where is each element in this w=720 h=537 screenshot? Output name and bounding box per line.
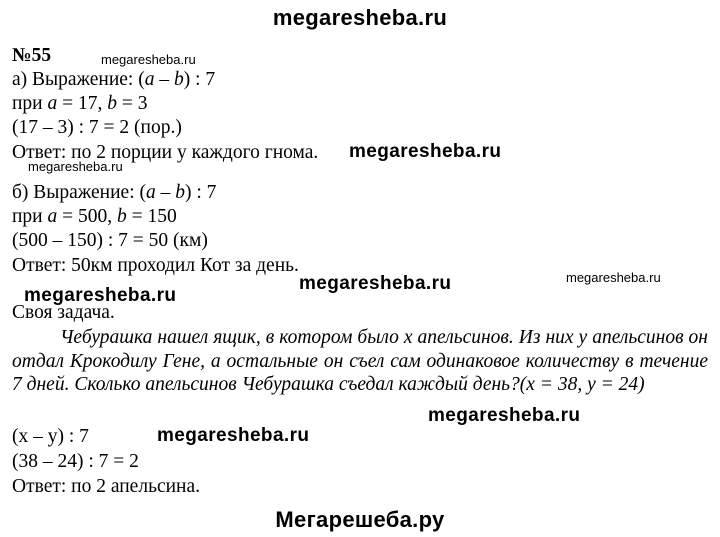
watermark: megaresheba.ru (349, 141, 502, 162)
var-a: a (146, 182, 156, 203)
part-b-answer: Ответ: 50км проходил Кот за день. (12, 255, 299, 276)
minus: – (154, 69, 174, 90)
part-a-calc: (17 – 3) : 7 = 2 (пор.) (12, 117, 182, 138)
part-a-answer: Ответ: по 2 порции у каждого гнома. (12, 142, 319, 163)
part-b-values-post: = 150 (126, 206, 177, 227)
watermark: megaresheba.ru (299, 273, 452, 294)
watermark: megaresheba.ru (428, 405, 581, 426)
minus: – (155, 182, 176, 203)
part-a-expr-post: ) : 7 (183, 69, 216, 90)
site-footer: Мегарешеба.ру (275, 507, 445, 532)
part-a-values-mid: = 17, (57, 93, 108, 114)
own-task-story: Чебурашка нашел ящик, в котором было x апельсинов. Из них у апельсинов он отдал Крокодилу Гене, а остальные он съел сам одинаковое количеству в течение 7 дней. Сколько апельсинов Чебурашка съедал каждый день?(x = 38, y = 24) (12, 327, 708, 395)
var-b: b (107, 93, 117, 114)
part-a-expression (12, 70, 215, 90)
own-task-calc: (38 – 24) : 7 = 2 (12, 451, 139, 472)
part-b-calc: (500 – 150) : 7 = 50 (км) (12, 230, 208, 251)
part-a-values-post: = 3 (117, 93, 148, 114)
part-b-values (12, 207, 177, 227)
part-a-expr-pre: а) Выражение: ( (12, 69, 145, 90)
part-b-expr-post: ) : 7 (185, 182, 217, 203)
own-task-answer: Ответ: по 2 апельсина. (12, 476, 201, 497)
var-a: a (47, 93, 58, 114)
task-number: №55 (12, 45, 52, 66)
part-b-expr-pre: б) Выражение: ( (12, 182, 146, 203)
var-b: b (173, 69, 184, 90)
watermark-small: megaresheba.ru (566, 270, 661, 285)
part-a-values (12, 94, 148, 114)
own-task-heading: Своя задача. (12, 302, 115, 323)
part-b-values-mid: = 500, (57, 206, 117, 227)
var-a: a (47, 206, 58, 227)
var-a: a (144, 69, 155, 90)
watermark: megaresheba.ru (24, 285, 177, 306)
part-b-values-pre: при (12, 206, 48, 227)
watermark-small: megaresheba.ru (28, 159, 123, 174)
watermark-small: megaresheba.ru (101, 52, 196, 67)
part-a-values-pre: при (12, 93, 48, 114)
own-task-expression: (x – y) : 7 (12, 426, 89, 447)
watermark: megaresheba.ru (157, 425, 310, 446)
part-b-expression (12, 183, 216, 203)
var-b: b (117, 206, 127, 227)
var-b: b (175, 182, 185, 203)
site-header: megaresheba.ru (272, 5, 448, 30)
